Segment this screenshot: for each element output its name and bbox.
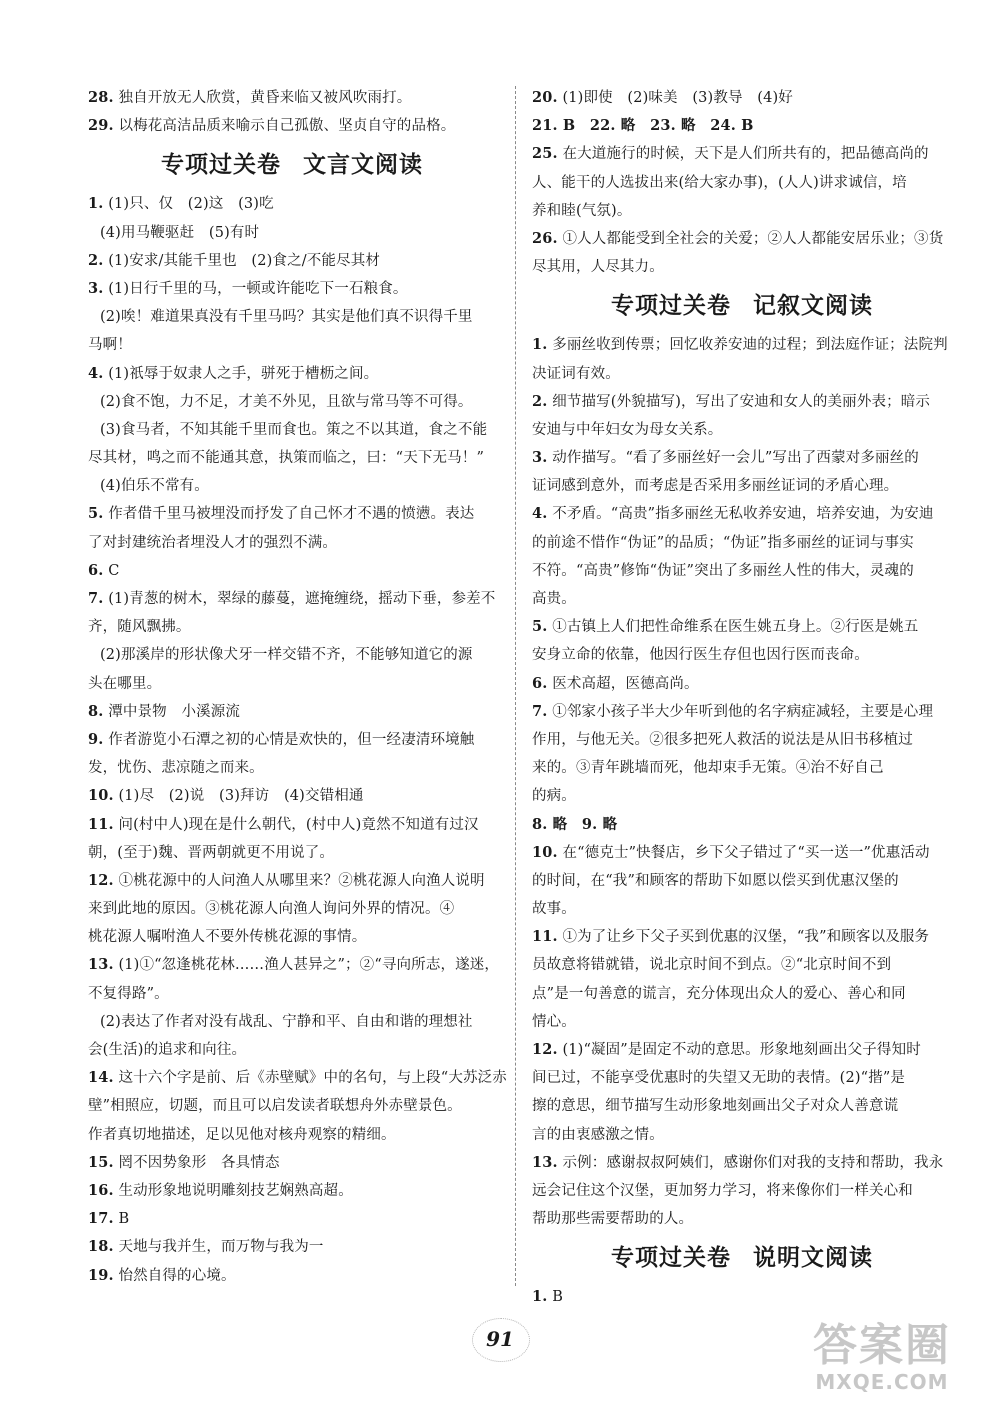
answer-text: 怡然自得的心境。: [118, 1267, 236, 1284]
answer-subpart: [88, 388, 496, 416]
answer-item: [532, 1283, 952, 1311]
answer-text: (1)青葱的树木，翠绿的藤蔓，遮掩缠绕，摇动下垂，参差不: [108, 591, 496, 607]
answer-item: [88, 867, 496, 895]
answer-continuation: [532, 472, 952, 500]
answer-text: 点”是一句善意的谎言，充分体现出众人的爱心、善心和同: [532, 985, 906, 1002]
answer-text: 细节描写(外貌描写)，写出了安迪和女人的美丽外表；暗示: [552, 393, 931, 410]
answer-item: [532, 923, 952, 951]
answer-text: (3)食马者，不知其能千里而食也。策之不以其道，食之不能: [100, 421, 488, 438]
answer-number: 10.: [88, 787, 114, 805]
answer-number: 7.: [88, 590, 104, 607]
answer-text: 作者游览小石潭之初的心情是欢快的，但一经凄清环境触: [108, 731, 475, 748]
answer-continuation: [532, 726, 952, 754]
answer-continuation: [88, 331, 496, 359]
answer-text: ①人人都能受到全社会的关爱；②人人都能安居乐业；③货: [562, 230, 944, 247]
answer-item-group: [532, 112, 952, 140]
answer-text: 头在哪里。: [88, 675, 162, 692]
answer-text: 21. B 22. 略 23. 略 24. B: [532, 117, 754, 135]
answer-continuation: [532, 1008, 952, 1036]
answer-text: 作用，与他无关。②很多把死人救活的说法是从旧书移植过: [532, 731, 913, 748]
answer-continuation: [88, 839, 496, 867]
answer-text: 来的。③青年跳墙而死，他却束手无策。④治不好自己: [532, 760, 884, 777]
answer-item: [88, 585, 496, 613]
answer-text: 高贵。: [532, 591, 576, 607]
answer-item: [532, 698, 952, 726]
answer-number: 9.: [88, 730, 104, 748]
section-heading-topic: 文言文阅读: [303, 152, 423, 179]
answer-continuation: [532, 416, 952, 444]
answer-number: 10.: [532, 843, 558, 861]
answer-text: 独自开放无人欣赏，黄昏来临又被风吹雨打。: [118, 90, 412, 106]
answer-text: 动作描写。“看了多丽丝好一会儿”写出了西蒙对多丽丝的: [552, 450, 919, 467]
answer-continuation: [532, 253, 952, 281]
answer-text: 间已过，不能享受优惠时的失望又无助的表情。(2)“揩”是: [532, 1070, 906, 1087]
answer-continuation: [88, 980, 496, 1008]
answer-text: 不复得路”。: [88, 985, 169, 1002]
answer-item: [88, 698, 496, 726]
answer-text: 朝，(至于)魏、晋两朝就更不用说了。: [88, 844, 335, 861]
answer-continuation: [532, 951, 952, 979]
answer-number: 11.: [88, 815, 114, 833]
answer-text: 桃花源人嘱咐渔人不要外传桃花源的事情。: [88, 929, 367, 946]
answer-item: [88, 1149, 496, 1177]
answer-continuation: [532, 1064, 952, 1092]
answer-item: [532, 670, 952, 698]
answer-text: 以梅花高洁品质来喻示自己孤傲、坚贞自守的品格。: [118, 118, 456, 135]
answer-text: 不矛盾。“高贵”指多丽丝无私收养安迪，培养安迪，为安迪: [552, 506, 934, 523]
answer-item: [532, 140, 952, 168]
answer-number: 13.: [88, 956, 114, 974]
answer-text: 员故意将错就错，说北京时间不到点。②“北京时间不到: [532, 957, 892, 974]
section-heading: [532, 283, 952, 329]
answer-text: C: [108, 562, 120, 579]
answer-continuation: [88, 923, 496, 951]
answer-number: 7.: [532, 702, 548, 720]
answer-text: 情心。: [532, 1013, 576, 1030]
answer-text: 帮助那些需要帮助的人。: [532, 1211, 694, 1228]
answer-text: 言的由衷感激之情。: [532, 1126, 664, 1143]
answer-subpart: [88, 472, 496, 500]
answer-continuation: [88, 444, 496, 472]
answer-item: [88, 275, 496, 303]
answer-text: 潭中景物 小溪源流: [108, 703, 241, 720]
answer-item: [88, 247, 496, 275]
answer-item: [88, 112, 496, 140]
answer-item: [88, 811, 496, 839]
answer-subpart: [88, 303, 496, 331]
answer-number: 12.: [532, 1041, 558, 1058]
section-heading-series: 专项过关卷: [611, 293, 731, 320]
answer-number: 16.: [88, 1181, 114, 1199]
answer-number: 4.: [88, 364, 104, 382]
answer-text: 安身立命的依靠，他因行医生存但也因行医而丧命。: [532, 647, 869, 664]
answer-text: (1)只、仅 (2)这 (3)吃: [108, 196, 274, 213]
section-heading: [88, 142, 496, 188]
answer-number: 1.: [88, 195, 104, 213]
answer-text: 的时间，在“我”和顾客的帮助下如愿以偿买到优惠汉堡的: [532, 872, 899, 889]
answer-continuation: [532, 1177, 952, 1205]
answer-continuation: [532, 895, 952, 923]
answer-text: 问(村中人)现在是什么朝代，(村中人)竟然不知道有过汉: [118, 816, 479, 833]
section-heading-series: 专项过关卷: [161, 152, 281, 179]
answer-item: [532, 613, 952, 641]
answer-text: 远会记住这个汉堡，更加努力学习，将来像你们一样关心和: [532, 1182, 913, 1199]
answer-text: 作者借千里马被埋没而抒发了自己怀才不遇的愤懑。表达: [108, 506, 475, 523]
answer-number: 12.: [88, 871, 114, 889]
answer-text: 人、能干的人选拔出来(给大家办事)，(人人)讲求诚信，培: [532, 174, 907, 191]
answer-text: ①为了让乡下父子买到优惠的汉堡，“我”和顾客以及服务: [562, 929, 930, 946]
answer-continuation: [532, 1205, 952, 1233]
answer-text: ①古镇上人们把性命维系在医生姚五身上。②行医是姚五: [552, 619, 919, 636]
watermark-url: MXQE.COM: [815, 1370, 949, 1394]
answer-item: [532, 388, 952, 416]
answer-text: 擦的意思，细节描写生动形象地刻画出父子对众人善意谎: [532, 1098, 899, 1115]
answer-number: 25.: [532, 145, 558, 163]
answer-item: [88, 1205, 496, 1233]
answer-number: 19.: [88, 1266, 114, 1284]
answer-text: 安迪与中年妇女为母女关系。: [532, 421, 723, 438]
answer-item: [88, 190, 496, 218]
answer-number: 18.: [88, 1238, 114, 1256]
answer-continuation: [532, 1121, 952, 1149]
answer-continuation: [88, 670, 496, 698]
answer-text: B: [118, 1211, 130, 1228]
answer-item: [88, 1233, 496, 1261]
answer-text: (1)尽 (2)说 (3)拜访 (4)交错相通: [118, 788, 364, 805]
answer-text: 在大道施行的时候，天下是人们所共有的，把品德高尚的: [562, 146, 929, 163]
answer-text: 生动形象地说明雕刻技艺娴熟高超。: [118, 1182, 353, 1199]
right-column: [532, 84, 952, 1312]
answer-continuation: [88, 1036, 496, 1064]
answer-continuation: [532, 197, 952, 225]
answer-continuation: [532, 867, 952, 895]
answer-number: 1.: [532, 1288, 548, 1306]
answer-text: 尽其材，鸣之而不能通其意，执策而临之，曰：“天下无马！”: [88, 450, 485, 467]
answer-text: 尽其用，人尽其力。: [532, 259, 664, 276]
answer-continuation: [88, 613, 496, 641]
answer-text: 这十六个字是前、后《赤壁赋》中的名句，与上段“大苏泛赤: [118, 1070, 507, 1087]
answer-text: ①桃花源中的人问渔人从哪里来？②桃花源人向渔人说明: [118, 872, 485, 889]
answer-continuation: [88, 529, 496, 557]
answer-continuation: [88, 1121, 496, 1149]
answer-number: 2.: [88, 251, 104, 269]
answer-text: 的病。: [532, 788, 576, 805]
answer-number: 28.: [88, 89, 114, 106]
answer-continuation: [532, 360, 952, 388]
answer-text: (1)安求/其能千里也 (2)食之/不能尽其材: [108, 252, 381, 269]
answer-item: [88, 500, 496, 528]
section-heading-series: 专项过关卷: [611, 1245, 731, 1272]
answer-continuation: [532, 980, 952, 1008]
answer-item: [532, 84, 952, 112]
answer-continuation: [532, 529, 952, 557]
answer-item: [532, 1036, 952, 1064]
answer-subpart: [88, 641, 496, 669]
answer-item: [532, 331, 952, 359]
answer-item: [532, 225, 952, 253]
answer-text: 医术高超，医德高尚。: [552, 675, 699, 692]
answer-text: 齐，随风飘拂。: [88, 619, 191, 636]
answer-item: [88, 360, 496, 388]
answer-item: [88, 1064, 507, 1092]
section-heading-topic: 说明文阅读: [753, 1245, 873, 1272]
answer-number: 6.: [88, 561, 104, 579]
answer-subpart: [88, 219, 496, 247]
answer-continuation: [532, 782, 952, 810]
answer-text: 多丽丝收到传票；回忆收养安迪的过程；到法庭作证；法院判: [552, 337, 948, 354]
answer-text: (2)那溪岸的形状像犬牙一样交错不齐，不能够知道它的源: [100, 647, 473, 664]
answer-text: (1)①“忽逢桃花林……渔人甚异之”；②“寻向所志，遂迷，: [118, 957, 500, 974]
answer-item: [88, 782, 496, 810]
answer-number: 29.: [88, 117, 114, 135]
answer-number: 4.: [532, 505, 548, 523]
answer-text: 发，忧伤、悲凉随之而来。: [88, 760, 264, 777]
answer-text: (2)食不饱，力不足，才美不外见，且欲与常马等不可得。: [100, 393, 473, 410]
answer-continuation: [88, 895, 496, 923]
answer-number: 20.: [532, 89, 558, 106]
answer-continuation: [532, 754, 952, 782]
answer-item: [88, 726, 496, 754]
answer-text: 示例：感谢叔叔阿姨们，感谢你们对我的支持和帮助，我永: [562, 1154, 944, 1171]
answer-continuation: [532, 169, 952, 197]
answer-item: [532, 1149, 952, 1177]
answer-text: (1)“凝固”是固定不动的意思。形象地刻画出父子得知时: [562, 1042, 921, 1058]
answer-text: B: [552, 1289, 564, 1306]
answer-number: 8.: [88, 702, 104, 720]
answer-subpart: [88, 416, 496, 444]
answer-item: [88, 84, 496, 112]
answer-text: (4)伯乐不常有。: [100, 478, 209, 495]
answer-number: 5.: [88, 505, 104, 523]
answer-text: 8. 略 9. 略: [532, 815, 618, 833]
left-column: [88, 84, 507, 1290]
answer-text: 马啊！: [88, 337, 132, 354]
answer-text: 壁”相照应，切题，而且可以启发读者联想舟外赤壁景色。: [88, 1098, 462, 1115]
section-heading: [532, 1235, 952, 1281]
answer-continuation: [532, 641, 952, 669]
answer-number: 6.: [532, 674, 548, 692]
answer-number: 5.: [532, 618, 548, 636]
answer-text: (1)日行千里的马，一顿或许能吃下一石粮食。: [108, 280, 408, 297]
answer-text: 养和睦(气氛)。: [532, 202, 632, 219]
answer-number: 26.: [532, 229, 558, 247]
answer-item: [88, 1262, 496, 1290]
answer-continuation: [532, 557, 952, 585]
page-number: 91: [478, 1322, 522, 1356]
answer-number: 17.: [88, 1210, 114, 1228]
answer-number: 3.: [532, 449, 548, 467]
answer-continuation: [532, 585, 952, 613]
answer-text: (1)祇辱于奴隶人之手，骈死于槽枥之间。: [108, 365, 379, 382]
answer-subpart: [88, 1008, 496, 1036]
answer-text: 在“德克士”快餐店，乡下父子错过了“买一送一”优惠活动: [562, 844, 930, 861]
answer-number: 1.: [532, 336, 548, 354]
answer-text: 证词感到意外，而考虑是否采用多丽丝证词的矛盾心理。: [532, 478, 899, 495]
answer-text: 天地与我并生，而万物与我为一: [118, 1239, 324, 1256]
answer-text: 了对封建统治者埋没人才的强烈不满。: [88, 534, 338, 551]
answer-text: 决证词有效。: [532, 365, 620, 382]
answer-item: [532, 444, 952, 472]
answer-text: (1)即使 (2)味美 (3)教导 (4)好: [562, 90, 793, 106]
answer-number: 2.: [532, 392, 548, 410]
column-divider: [515, 86, 516, 1286]
answer-text: 会(生活)的追求和向往。: [88, 1042, 247, 1058]
answer-number: 14.: [88, 1069, 114, 1087]
answer-item: [532, 500, 952, 528]
watermark-title: 答案圈: [813, 1320, 951, 1371]
answer-text: (4)用马鞭驱赶 (5)有时: [100, 224, 260, 241]
answer-item: [88, 1177, 496, 1205]
answer-number: 11.: [532, 928, 558, 946]
answer-number: 13.: [532, 1153, 558, 1171]
section-heading-topic: 记叙文阅读: [753, 293, 873, 320]
watermark-logo: [782, 1322, 982, 1400]
answer-text: 的前途不惜作“伪证”的品质；“伪证”指多丽丝的证词与事实: [532, 534, 914, 551]
answer-item: [88, 557, 496, 585]
answer-continuation: [88, 754, 496, 782]
answer-text: 不符。“高贵”修饰“伪证”突出了多丽丝人性的伟大，灵魂的: [532, 562, 914, 579]
answer-item: [88, 951, 500, 979]
answer-continuation: [532, 1092, 952, 1120]
answer-item-group: [532, 811, 952, 839]
answer-text: (2)唉！难道果真没有千里马吗？其实是他们真不识得千里: [100, 309, 473, 326]
answer-text: 作者真切地描述，足以见他对核舟观察的精细。: [88, 1126, 396, 1143]
answer-text: 故事。: [532, 901, 576, 918]
answer-continuation: [88, 1092, 496, 1120]
answer-text: (2)表达了作者对没有战乱、宁静和平、自由和谐的理想社: [100, 1013, 473, 1030]
answer-item: [532, 839, 952, 867]
answer-text: ①邻家小孩子半大少年听到他的名字病症减轻，主要是心理: [552, 703, 934, 720]
answer-text: 来到此地的原因。③桃花源人向渔人询问外界的情况。④: [88, 901, 455, 918]
answer-text: 罔不因势象形 各具情态: [118, 1154, 280, 1171]
answer-number: 3.: [88, 279, 104, 297]
answer-number: 15.: [88, 1153, 114, 1171]
